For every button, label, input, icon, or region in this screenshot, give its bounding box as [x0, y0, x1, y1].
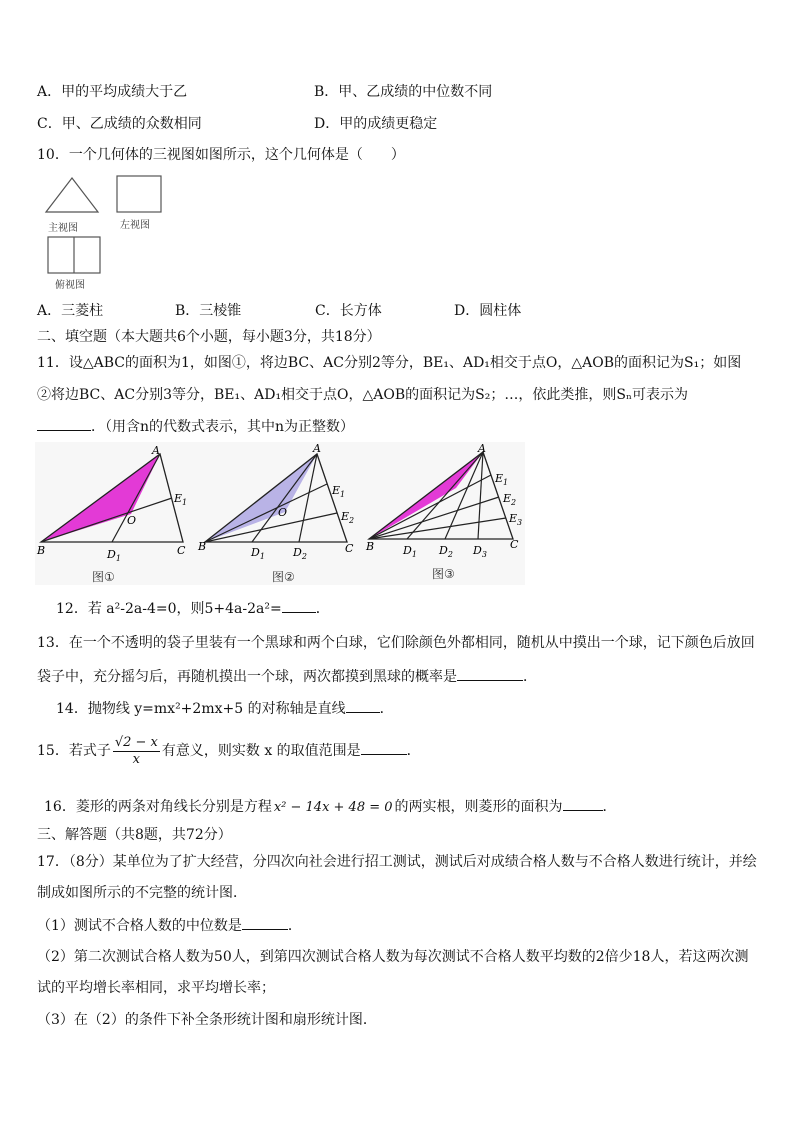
svg-text:E2: $E_2$ [341, 510, 355, 525]
svg-text:C: C [177, 544, 186, 557]
svg-text:D3: $D_3$ [473, 544, 487, 559]
q15-post: 有意义，则实数 x 的取值范围是 [161, 743, 361, 759]
q9-option-b: B．甲、乙成绩的中位数不同 [314, 84, 493, 100]
q15-numerator: √2 − x [114, 734, 158, 750]
q10-option-c: C．长方体 [315, 303, 382, 319]
section-2-heading: 二、填空题（本大题共6个小题，每小题3分，共18分） [37, 329, 381, 345]
q11-line3: ．（用含n的代数式表示，其中n为正整数） [91, 419, 355, 435]
q15-fraction [113, 735, 160, 768]
svg-text:C: C [345, 542, 354, 555]
svg-text:D1: $D_1$ [403, 544, 417, 559]
q16-answer-blank[interactable] [563, 796, 603, 811]
q17-part1-blank[interactable] [242, 915, 288, 930]
side-view-square [117, 176, 161, 212]
q15-pre: 15．若式子 [37, 743, 111, 759]
svg-text:D2: $D_2$ [293, 546, 307, 561]
q13-line1: 13．在一个不透明的袋子里装有一个黑球和两个白球，它们除颜色外都相同，随机从中摸出一个球，记下颜色后放回 [37, 635, 755, 651]
svg-text:E3: $E_3$ [509, 512, 523, 527]
q14-tail: ． [379, 701, 394, 717]
q13-answer-blank[interactable] [457, 666, 523, 681]
q12-tail: ． [315, 601, 330, 617]
svg-text:E1: $E_1$ [174, 492, 188, 507]
q9-option-d: D．甲的成绩更稳定 [314, 116, 438, 132]
q15-denominator: x [132, 751, 141, 767]
svg-text:E1: $E_1$ [332, 484, 346, 499]
fig2-caption: 图② [272, 570, 295, 584]
q16-equation: x² − 14x + 48 = 0 [273, 800, 393, 815]
top-view-label: 俯视图 [55, 280, 85, 291]
q13-line2: 袋子中，充分摇匀后，再随机摸出一个球，两次都摸到黑球的概率是 [37, 669, 457, 685]
q17-part2-line2: 试的平均增长率相同，求平均增长率； [37, 980, 275, 996]
q11-figures [35, 442, 525, 585]
q14-text: 14．抛物线 y=mx²+2mx+5 的对称轴是直线 [56, 701, 346, 717]
q13-tail: ． [523, 669, 537, 685]
svg-text:B: B [37, 544, 46, 557]
q17-part3: （3）在（2）的条件下补全条形统计图和扇形统计图． [37, 1012, 377, 1028]
svg-text:O: O [127, 514, 137, 527]
q11-line2: ②将边BC、AC分别3等分，BE₁、AD₁相交于点O，△AOB的面积记为S₂；…，依此类推，则Sₙ可表示为 [37, 387, 689, 403]
q14-answer-blank[interactable] [346, 698, 380, 713]
fig3-caption: 图③ [432, 567, 455, 581]
q12-text: 12．若 a²-2a-4=0，则5+4a-2a²= [56, 601, 282, 617]
fig1-caption: 图① [92, 570, 115, 584]
q16-tail: ． [602, 799, 617, 815]
q10-stem: 10．一个几何体的三视图如图所示，这个几何体是（ ） [37, 147, 405, 163]
svg-text:A: A [152, 444, 160, 457]
svg-text:O: O [278, 506, 288, 519]
q17-part1: （1）测试不合格人数的中位数是 [37, 918, 242, 934]
svg-text:A: A [478, 442, 486, 455]
svg-text:D1: $D_1$ [107, 548, 121, 563]
svg-text:E2: $E_2$ [503, 492, 517, 507]
q16-pre: 16．菱形的两条对角线长分别是方程 [44, 799, 272, 815]
q9-option-a: A．甲的平均成绩大于乙 [37, 84, 188, 100]
q15-tail: ． [406, 743, 421, 759]
svg-text:C: C [510, 538, 519, 551]
q17-line1: 17．（8分）某单位为了扩大经营，分四次向社会进行招工测试，测试后对成绩合格人数与不合格人数进行统计，并绘 [37, 854, 757, 870]
svg-text:E1: $E_1$ [495, 472, 509, 487]
svg-text:A: A [313, 442, 321, 455]
front-view-triangle [46, 178, 98, 212]
svg-text:D1: $D_1$ [251, 546, 265, 561]
section-3-heading: 三、解答题（共8题，共72分） [37, 827, 232, 843]
q17-line2: 制成如图所示的不完整的统计图． [37, 885, 247, 901]
q11-line1: 11．设△ABC的面积为1，如图①，将边BC、AC分别2等分，BE₁、AD₁相交于点O，△AOB的面积记为S₁；如图 [37, 355, 742, 371]
q17-part1-tail: ． [287, 918, 302, 934]
q11-answer-blank[interactable] [37, 416, 91, 431]
q16-post: 的两实根，则菱形的面积为 [394, 799, 563, 815]
q9-option-c: C．甲、乙成绩的众数相同 [37, 116, 202, 132]
front-view-label: 主视图 [48, 223, 78, 234]
svg-text:B: B [366, 540, 375, 553]
q12-answer-blank[interactable] [282, 598, 316, 613]
q10-option-b: B．三棱锥 [175, 303, 242, 319]
svg-text:D2: $D_2$ [439, 544, 453, 559]
q15-answer-blank[interactable] [361, 740, 407, 755]
side-view-label: 左视图 [120, 220, 150, 231]
svg-text:B: B [198, 540, 207, 553]
q10-option-d: D．圆柱体 [454, 303, 522, 319]
q17-part2-line1: （2）第二次测试合格人数为50人，到第四次测试合格人数为每次测试不合格人数平均数的2倍少18人，若这两次测 [37, 949, 749, 965]
q10-option-a: A．三菱柱 [37, 303, 104, 319]
